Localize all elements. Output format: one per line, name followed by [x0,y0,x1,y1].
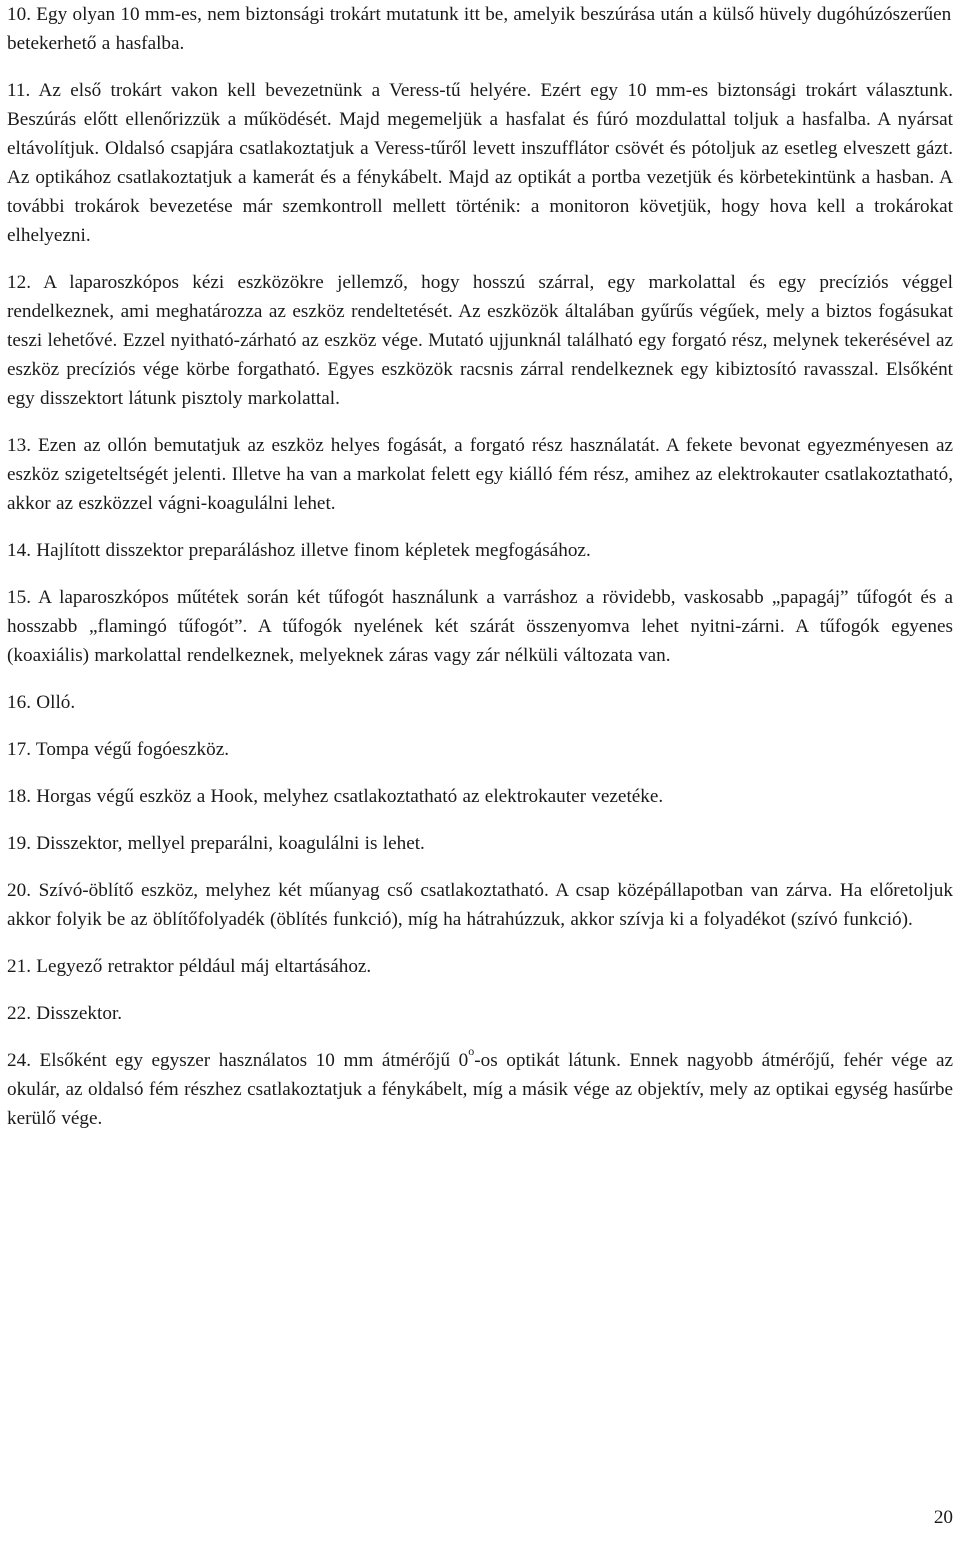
paragraph-15: 15. A laparoszkópos műtétek során két tűfogót használunk a varráshoz a rövidebb, vaskosabb „papagáj” tűfogót és a hosszabb „flamingó tűfogót”. A tűfogók nyelének két szárát összenyomva lehet nyitni-zárni. A tűfogók egyenes (koaxiális) markolattal rendelkeznek, melyeknek záras vagy zár nélküli változata van. [7,587,953,666]
paragraph-21: 21. Legyező retraktor például máj eltartásához. [7,956,372,977]
page-number: 20 [933,1507,953,1528]
paragraph-18: 18. Horgas végű eszköz a Hook, melyhez csatlakoztatható az elektrokauter vezetéke. [7,786,664,807]
paragraph-20: 20. Szívó-öblítő eszköz, melyhez két műanyag cső csatlakoztatható. A csap középállapotban van zárva. Ha előretoljuk akkor folyik be az öblítőfolyadék (öblítés funkció), míg ha hátrahúzzuk, akkor szívja ki a folyadékot (szívó funkció). [7,880,953,930]
paragraph-24-end: -os optikát látunk. Ennek nagyobb átmérőjű, fehér vége az okulár, az oldalsó fém részhez csatlakoztatjuk a fénykábelt, míg a másik vége az objektív, mely az optikai egység hasűrbe kerülő vége. [7,1050,954,1129]
paragraph-12: 12. A laparoszkópos kézi eszközökre jellemző, hogy hosszú szárral, egy markolattal és egy precíziós véggel rendelkeznek, ami meghatározza az eszköz rendeltetését. Az eszközök általában gyűrűs végűek, mely a biztos fogásukat teszi lehetővé. Ezzel nyitható-zárható az eszköz vége. Mutató ujjunknál található egy forgató rész, melynek tekerésével az eszköz precíziós vége körbe forgatható. Egyes eszközök racsnis zárral rendelkeznek egy kibiztosító ravasszal. Elsőként egy disszektort látunk pisztoly markolattal. [7,272,953,409]
paragraph-13: 13. Ezen az ollón bemutatjuk az eszköz helyes fogását, a forgató rész használatát. A fekete bevonat egyezményesen az eszköz szigeteltségét jelenti. Illetve ha van a markolat felett egy kiálló fém rész, amihez az elektrokauter csatlakoztatható, akkor az eszközzel vágni-koagulálni lehet. [7,435,953,514]
paragraph-17: 17. Tompa végű fogóeszköz. [7,739,230,760]
paragraph-24 [7,1043,954,1133]
paragraph-22: 22. Disszektor. [7,1003,123,1024]
document-page [7,0,953,1151]
paragraph-16: 16. Olló. [7,692,76,713]
paragraph-14: 14. Hajlított disszektor preparáláshoz illetve finom képletek megfogásához. [7,540,591,561]
paragraph-10: 10. Egy olyan 10 mm-es, nem biztonsági trokárt mutatunk itt be, amelyik beszúrása után a külső hüvely dugóhúzószerűen betekerhető a hasfalba. [7,4,952,54]
degree-mark: o [468,1043,475,1058]
paragraph-19: 19. Disszektor, mellyel preparálni, koagulálni is lehet. [7,833,425,854]
paragraph-24-start: 24. Elsőként egy egyszer használatos 10 mm átmérőjű 0 [7,1050,469,1071]
paragraph-11: 11. Az első trokárt vakon kell bevezetnünk a Veress-tű helyére. Ezért egy 10 mm-es biztonsági trokárt választunk. Beszúrás előtt ellenőrizzük a működését. Majd megemeljük a hasfalat és fúró mozdulattal toljuk a hasfalba. A nyársat eltávolítjuk. Oldalsó csapjára csatlakoztatjuk a Veress-tűről levett inszufflátor csövét és pótoljuk az esetleg elveszett gázt. Az optikához csatlakoztatjuk a kamerát és a fénykábelt. Majd az optikát a portba vezetjük és körbetekintünk a hasban. A további trokárok bevezetése már szemkontroll mellett történik: a monitoron követjük, hogy hova kell a trokárokat elhelyezni. [7,80,953,246]
